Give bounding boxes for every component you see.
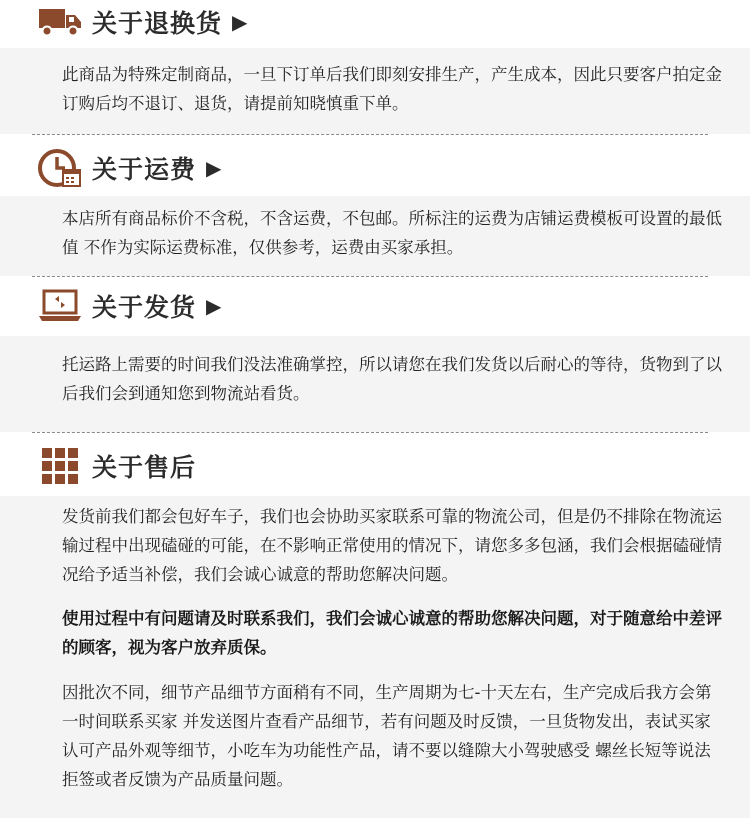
truck-icon [36,2,84,42]
section-body-delivery [0,336,750,432]
paragraph: 此商品为特殊定制商品，一旦下订单后我们即刻安排生产，产生成本，因此只要客户拍定金订购后均不退订、退货，请提前知晓慎重下单。 [62,65,722,113]
laptop-icon [36,286,84,326]
section-title: 关于售后 [92,453,197,482]
arrow-right-icon: ▶ [232,10,248,34]
section-title: 关于退换货 [92,9,223,38]
section-body-shipping-fee [0,196,750,276]
section-title: 关于运费 [92,155,197,184]
section-header-after-sales [36,446,196,486]
divider [32,432,708,433]
section-body-returns [0,48,750,134]
section-title: 关于发货 [92,293,197,322]
section-body-after-sales [0,496,750,818]
paragraph: 托运路上需要的时间我们没法准确掌控，所以请您在我们发货以后耐心的等待，货物到了以后我们会到通知您到物流站看货。 [62,355,722,403]
arrow-right-icon: ▶ [206,156,222,180]
clock-calendar-icon [36,148,84,188]
paragraph: 因批次不同，细节产品细节方面稍有不同，生产周期为七-十天左右，生产完成后我方会第一时间联系买家 并发送图片查看产品细节，若有问题及时反馈，一旦货物发出，表试买家认可产品外观等细节，小吃车为功能性产品，请不要以缝隙大小驾驶感受 螺丝长短等说法拒签或者反馈为产品质量问题。 [62,683,712,789]
divider [32,276,708,277]
paragraph-bold: 使用过程中有问题请及时联系我们，我们会诚心诚意的帮助您解决问题，对于随意给中差评的顾客，视为客户放弃质保。 [62,609,722,657]
paragraph: 发货前我们都会包好车子，我们也会协助买家联系可靠的物流公司，但是仍不排除在物流运输过程中出现磕碰的可能，在不影响正常使用的情况下，请您多多包涵，我们会根据磕碰情况给予适当补偿，我们会诚心诚意的帮助您解决问题。 [62,507,722,584]
arrow-right-icon: ▶ [206,294,222,318]
section-header-delivery [36,286,221,326]
section-header-shipping-fee [36,148,221,188]
divider [32,134,708,135]
grid-icon [36,446,84,486]
section-header-returns [36,2,247,42]
paragraph: 本店所有商品标价不含税，不含运费，不包邮。所标注的运费为店铺运费模板可设置的最低值 不作为实际运费标准，仅供参考，运费由买家承担。 [62,209,722,257]
